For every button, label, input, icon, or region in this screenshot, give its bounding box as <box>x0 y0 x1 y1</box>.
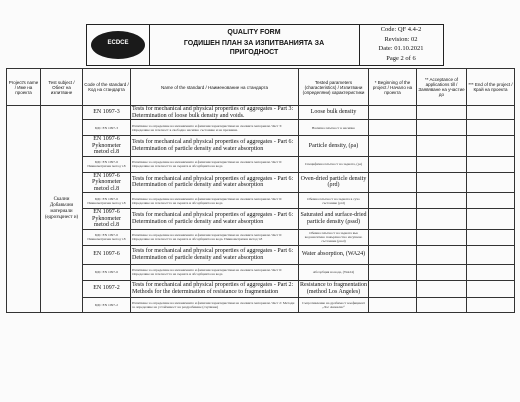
standard-code-cell: EN 1097-3 <box>83 106 131 120</box>
standard-name-cell: Изпитване за определяне на механичните и физични характеристики на скалните материали. Част 6: Определяне на плътността на зърната и абсорбцията на вода <box>131 156 299 172</box>
table-row <box>7 136 515 157</box>
acceptance-cell <box>417 297 467 312</box>
form-header <box>86 24 444 66</box>
table-row <box>7 106 515 120</box>
table-row <box>7 193 515 209</box>
logo-text: ECDCE <box>107 40 129 46</box>
parameter-cell: Particle density, (ρa) <box>299 136 369 157</box>
col-end: *** End of the project / Край на проекта <box>467 69 515 106</box>
col-project: Project's name / Име на проекта <box>7 69 41 106</box>
standard-code-cell: БДС EN 1097-2 <box>83 297 131 312</box>
beginning-cell <box>369 172 417 193</box>
table-row <box>7 264 515 280</box>
logo-cell <box>87 25 150 65</box>
standard-code-cell: БДС EN 1097-6 Пикнометричен метод т.8 <box>83 193 131 209</box>
company-logo <box>91 31 145 59</box>
end-cell <box>467 229 515 245</box>
end-cell <box>467 264 515 280</box>
table-row <box>7 120 515 136</box>
standard-name-cell: Изпитване за определяне на механичните и физични характеристики на скалните материали. Част 6: Определяне на плътността на зърната и абсорбцията на вода <box>131 193 299 209</box>
acceptance-cell <box>417 120 467 136</box>
acceptance-cell <box>417 106 467 120</box>
parameter-cell: Loose bulk density <box>299 106 369 120</box>
acceptance-cell <box>417 264 467 280</box>
col-standard-name: Name of the standard / Наименование на стандарта <box>131 69 299 106</box>
form-title: QUALITY FORM <box>227 29 281 36</box>
end-cell <box>467 280 515 297</box>
standard-code-cell: EN 1097-6 Pyknometer metod cl.8 <box>83 136 131 157</box>
end-cell <box>467 172 515 193</box>
acceptance-cell <box>417 229 467 245</box>
standard-code-cell: EN 1097-6 Pyknometer metod cl.8 <box>83 172 131 193</box>
standard-code-cell: EN 1097-6 <box>83 245 131 264</box>
beginning-cell <box>369 209 417 230</box>
end-cell <box>467 245 515 264</box>
parameter-cell: Saturated and surface-dried particle density (ρssd) <box>299 209 369 230</box>
acceptance-cell <box>417 209 467 230</box>
parameter-cell: Oven-dried particle density (ρrd) <box>299 172 369 193</box>
end-cell <box>467 120 515 136</box>
acceptance-cell <box>417 136 467 157</box>
table-row <box>7 297 515 312</box>
standard-name-cell: Tests for mechanical and physical properties of aggregates - Part 6: Determination of particle density and water absorption <box>131 136 299 157</box>
beginning-cell <box>369 264 417 280</box>
parameter-cell: Resistance to fragmentation (method Los Angeles) <box>299 280 369 297</box>
beginning-cell <box>369 280 417 297</box>
parameter-cell: Обемна плътност на зърната във водонаситено повърхностно изсушено състояние (ρssd) <box>299 229 369 245</box>
parameter-cell: Съпротивление на дробимост коефициент „Лос Анжелис“ <box>299 297 369 312</box>
beginning-cell <box>369 245 417 264</box>
form-subtitle: ГОДИШЕН ПЛАН ЗА ИЗПИТВАНИЯТА ЗА ПРИГОДНОСТ <box>183 40 325 56</box>
end-cell <box>467 209 515 230</box>
standard-code-cell: БДС EN 1097-6 <box>83 264 131 280</box>
standard-name-cell: Tests for mechanical and physical properties of aggregates - Part 2: Methods for the determination of resistance to fragmentation <box>131 280 299 297</box>
col-beginning: * Beginning of the project / Начало на проекта <box>369 69 417 106</box>
table-row <box>7 156 515 172</box>
test-subject-cell: Скални Добавъчни материали (едрозърнест и) <box>41 106 83 313</box>
standard-name-cell: Tests for mechanical and physical properties of aggregates - Part 6: Determination of particle density and water absorption <box>131 209 299 230</box>
form-code: Code: QF 4.4-2 <box>380 26 422 33</box>
standard-name-cell: Изпитване за определяне на механичните и физични характеристики на скалните материали. Част 6: Определяне на плътността на зърната и абсорбцията на вода <box>131 264 299 280</box>
end-cell <box>467 136 515 157</box>
parameter-cell: Специфична плътност на зърната, (ρa) <box>299 156 369 172</box>
acceptance-cell <box>417 156 467 172</box>
document-control-cell <box>359 25 443 65</box>
acceptance-cell <box>417 172 467 193</box>
table-row <box>7 245 515 264</box>
standard-code-cell: БДС EN 1097-3 <box>83 120 131 136</box>
standard-name-cell: Tests for mechanical and physical properties of aggregates - Part 6: Determination of particle density and water absorption <box>131 172 299 193</box>
standard-name-cell: Изпитване за определяне на механичните и физични характеристики на скалните материали. Част 2: Методи за определяне на устойчивост на раздробяване (счупване) <box>131 297 299 312</box>
project-cell <box>7 106 41 313</box>
revision: Revision: 02 <box>384 35 418 43</box>
standard-code-cell: БДС EN 1097-6 Пикнометричен метод т.8 <box>83 229 131 245</box>
col-standard-code: Code of the standard / Код на стандарта <box>83 69 131 106</box>
parameter-cell: Water absorption, (WA24) <box>299 245 369 264</box>
beginning-cell <box>369 120 417 136</box>
page-number: Page 2 of 6 <box>386 54 416 62</box>
acceptance-cell <box>417 193 467 209</box>
date: Date: 01.10.2021 <box>378 45 424 52</box>
table-row <box>7 209 515 230</box>
beginning-cell <box>369 297 417 312</box>
end-cell <box>467 156 515 172</box>
table-row <box>7 280 515 297</box>
standard-name-cell: Изпитване за определяне на механичните и физични характеристики на скалните материали. Част 6: Определяне на плътността на зърната и абсорбцията на вода. Пикнометричен метод т.8 <box>131 229 299 245</box>
standard-code-cell: EN 1097-2 <box>83 280 131 297</box>
beginning-cell <box>369 106 417 120</box>
parameter-cell: Абсорбция на вода, (WA24) <box>299 264 369 280</box>
table-row <box>7 229 515 245</box>
beginning-cell <box>369 136 417 157</box>
standard-code-cell: БДС EN 1097-6 Пикнометричен метод т.8 <box>83 156 131 172</box>
col-parameters: Tested parameters (characteristics) / Изпитвани (определяни) характеристики <box>299 69 369 106</box>
test-plan-table <box>6 68 515 313</box>
acceptance-cell <box>417 245 467 264</box>
standard-name-cell: Tests for mechanical and physical properties of aggregates - Part 6: Determination of particle density and water absorption <box>131 245 299 264</box>
beginning-cell <box>369 156 417 172</box>
beginning-cell <box>369 229 417 245</box>
col-acceptance: ** Acceptance of applications till / Заявяване на участие до <box>417 69 467 106</box>
beginning-cell <box>369 193 417 209</box>
col-test-subject: Test subject / Обект на изпитване <box>41 69 83 106</box>
table-header-row <box>7 69 515 106</box>
end-cell <box>467 297 515 312</box>
standard-code-cell: EN 1097-6 Pyknometer metod cl.8 <box>83 209 131 230</box>
standard-name-cell: Tests for mechanical and physical properties of aggregates - Part 3: Determination of loose bulk density and voids. <box>131 106 299 120</box>
acceptance-cell <box>417 280 467 297</box>
title-cell <box>149 25 360 65</box>
parameter-cell: Обемна плътност на зърната в сухо състояние (ρrd) <box>299 193 369 209</box>
parameter-cell: Насипна плътност в насипно <box>299 120 369 136</box>
table-row <box>7 172 515 193</box>
standard-name-cell: Изпитване за определяне на механичните и физични характеристики на скалните материали. Част 3: Определяне на плътност в свободно насипно състояние и на празнини. <box>131 120 299 136</box>
end-cell <box>467 106 515 120</box>
end-cell <box>467 193 515 209</box>
